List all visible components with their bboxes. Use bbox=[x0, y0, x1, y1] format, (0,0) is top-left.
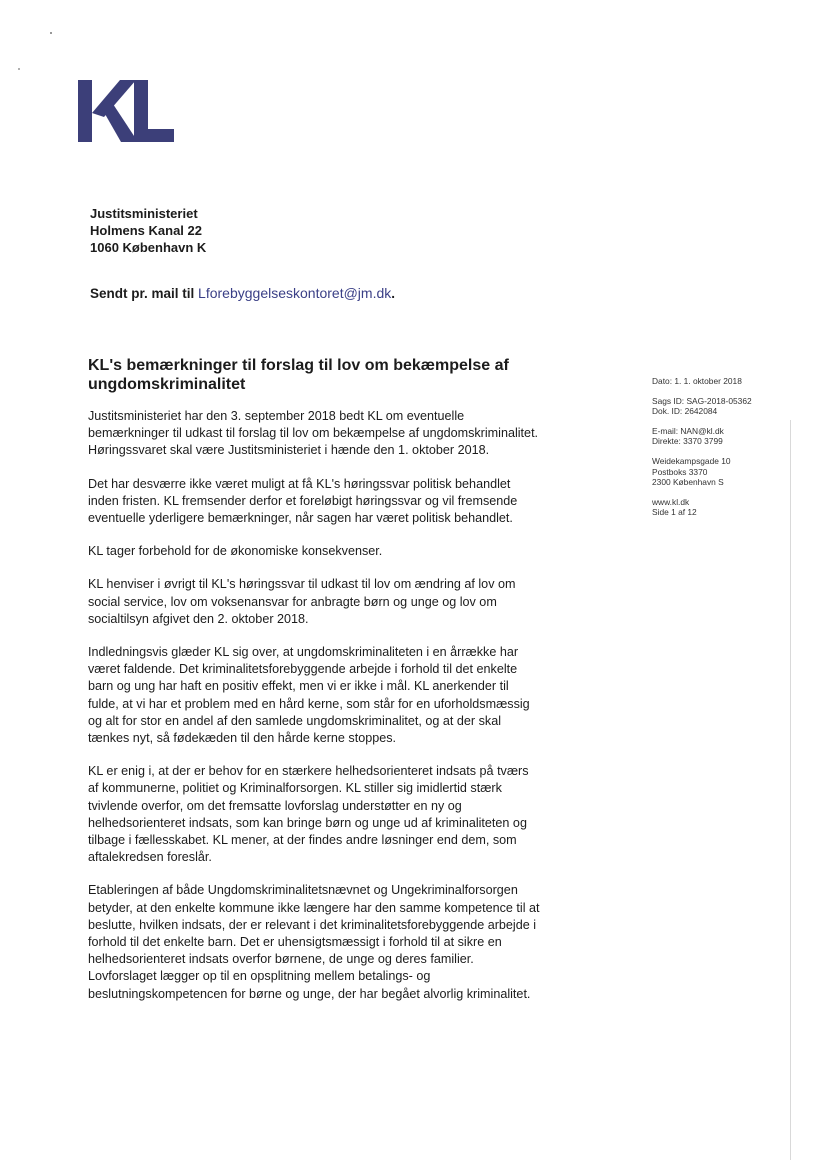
sender-address-group bbox=[652, 456, 802, 488]
contact-phone: Direkte: 3370 3799 bbox=[652, 436, 723, 447]
sent-label: Sendt pr. mail til bbox=[90, 286, 195, 301]
contact-email: E-mail: NAN@kl.dk bbox=[652, 425, 724, 436]
body-paragraph: KL er enig i, at der er behov for en stærkere helhedsorienteret indsats på tværs af kommunerne, politiet og Kriminalforsorgen. KL stiller sig imidlertid stærk tvivlende overfor, om det fremsatte lovforslag understøtter en ny og helhedsorienteret indsats, som kan bringe børn og unge ud af kriminaliteten og tilbage i fællesskabet. KL mener, at der findes andre løsninger end dem, som aftalekredsen foreslår. bbox=[88, 764, 529, 865]
sent-suffix: . bbox=[391, 286, 396, 301]
date-line: Dato: 1. 1. oktober 2018 bbox=[652, 376, 742, 386]
letter-body bbox=[88, 408, 540, 1019]
doc-id: Dok. ID: 2642084 bbox=[652, 406, 718, 417]
sender-city: 2300 København S bbox=[652, 477, 724, 488]
scan-edge-line bbox=[790, 420, 791, 1160]
recipient-name: Justitsministeriet bbox=[90, 206, 198, 221]
email-link[interactable]: Lforebyggelseskontoret@jm.dk bbox=[198, 285, 392, 301]
body-paragraph: Det har desværre ikke været muligt at få KL's høringssvar politisk behandlet inden fristen. KL fremsender derfor et foreløbigt høringssvar og vil fremsende eventuelle yderligere bemærkninger, når sagen har været politisk behandlet. bbox=[88, 476, 518, 526]
recipient-street: Holmens Kanal 22 bbox=[90, 223, 202, 238]
body-paragraph: Etableringen af både Ungdomskriminalitetsnævnet og Ungekriminalforsorgen betyder, at den enkelte kommune ikke længere har den samme kompetence til at beslutte, hvilken indsats, der er relevant i det kriminalitetsforebyggende arbejde i forhold til det enkelte barn. Det er uhensigtsmæssigt i forhold til at sikre en helhedsorienteret indsats overfor børnene, de unge og deres familier. Lovforslaget lægger op til en opsplitning mellem betalings- og beslutningskompetencen for børne og unge, der har begået alvorlig kriminalitet. bbox=[88, 883, 540, 1001]
scan-speck bbox=[18, 68, 20, 70]
web-page-group bbox=[652, 497, 802, 518]
case-id: Sags ID: SAG-2018-05362 bbox=[652, 395, 752, 406]
sent-by-mail-line bbox=[90, 285, 395, 301]
document-info-sidebar bbox=[652, 376, 802, 527]
letter-title: KL's bemærkninger til forslag til lov om bekæmpelse af ungdomskriminalitet bbox=[88, 357, 509, 393]
body-paragraph: Justitsministeriet har den 3. september 2018 bedt KL om eventuelle bemærkninger til udkast til forslag til lov om bekæmpelse af ungdomskriminalitet. Høringssvaret skal være Justitsministeriet i hænde den 1. oktober 2018. bbox=[88, 409, 539, 458]
recipient-city: 1060 København K bbox=[90, 240, 207, 255]
recipient-address bbox=[90, 205, 206, 256]
sender-street: Weidekampsgade 10 bbox=[652, 455, 731, 466]
date-group bbox=[652, 376, 802, 387]
ids-group bbox=[652, 396, 802, 417]
body-paragraph: Indledningsvis glæder KL sig over, at ungdomskriminaliteten i en årrække har været faldende. Det kriminalitetsforebyggende arbejde i forhold til det enkelte barn og ung har haft en positiv effekt, men vi er ikke i mål. KL anerkender til fulde, at vi har et problem med en hård kerne, som står for en uforholdsmæssig og alt for stor en andel af den samlede ungdomskriminalitet, og at der skal tænkes nyt, så fødekæden til den hårde kerne stoppes. bbox=[88, 645, 530, 746]
body-paragraph: KL henviser i øvrigt til KL's høringssvar til udkast til lov om ændring af lov om social service, lov om voksenansvar for anbragte børn og unge og lov om socialtilsyn afgivet den 2. oktober 2018. bbox=[88, 577, 516, 626]
page-number: Side 1 af 12 bbox=[652, 507, 697, 518]
sender-postbox: Postboks 3370 bbox=[652, 466, 708, 477]
scan-speck bbox=[50, 32, 52, 34]
website: www.kl.dk bbox=[652, 496, 690, 507]
body-paragraph: KL tager forbehold for de økonomiske konsekvenser. bbox=[88, 544, 383, 559]
contact-group bbox=[652, 426, 802, 447]
kl-logo bbox=[78, 80, 174, 142]
